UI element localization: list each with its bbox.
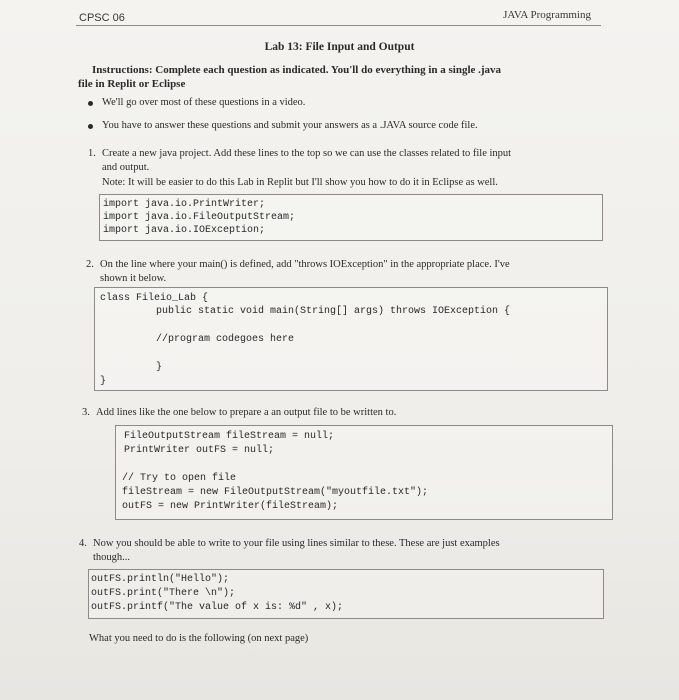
course-name: JAVA Programming: [503, 9, 591, 21]
question-text: and output.: [102, 161, 150, 173]
instructions-line-2: file in Replit or Eclipse: [78, 78, 186, 90]
question-number: 1.: [88, 148, 96, 159]
code-block-1: [99, 194, 603, 241]
question-text: though...: [93, 551, 131, 563]
question-text: Now you should be able to write to your file using lines similar to these. These are just examples: [93, 538, 500, 549]
code-block-3: [115, 425, 613, 520]
code-line: outFS.println("Hello");: [91, 574, 230, 585]
code-line: import java.io.IOException;: [103, 225, 266, 236]
bullet-icon: [88, 124, 93, 129]
code-line: // Try to open file: [122, 473, 237, 484]
question-1: [88, 147, 608, 190]
question-text: Create a new java project. Add these lines to the top so we can use the classes related to file input: [102, 148, 512, 159]
bullet-text: We'll go over most of these questions in a video.: [102, 97, 306, 108]
question-number: 3.: [82, 407, 90, 418]
question-number: 4.: [79, 538, 87, 549]
code-line: PrintWriter outFS = null;: [124, 445, 275, 456]
code-line: fileStream = new FileOutputStream("myoutfile.txt");: [122, 487, 429, 498]
question-text: On the line where your main() is defined, add "throws IOException" in the appropriate place. I've: [100, 259, 510, 270]
code-block-2: [94, 287, 608, 391]
code-block-4: [88, 569, 604, 619]
bullet-icon: [88, 101, 93, 106]
bullet-text: You have to answer these questions and submit your answers as a .JAVA source code file.: [102, 120, 478, 131]
list-item: [80, 96, 478, 119]
course-code: CPSC 06: [79, 12, 125, 24]
question-4: [79, 537, 619, 564]
code-line: public static void main(String[] args) throws IOException {: [156, 306, 511, 317]
code-line: }: [100, 376, 107, 387]
bullet-list: [80, 96, 478, 142]
question-text: shown it below.: [100, 272, 167, 284]
code-line: //program codegoes here: [156, 334, 295, 345]
page-title: Lab 13: File Input and Output: [264, 41, 415, 53]
code-line: }: [156, 362, 163, 373]
instructions-line-1: Instructions: Complete each question as indicated. You'll do everything in a single .java: [92, 64, 502, 76]
code-line: outFS.print("There \n");: [91, 588, 236, 599]
instructions: [78, 63, 598, 91]
code-line: class Fileio_Lab {: [100, 293, 209, 304]
question-text: Add lines like the one below to prepare a an output file to be written to.: [96, 407, 397, 418]
code-line: import java.io.PrintWriter;: [103, 199, 266, 210]
question-3: [82, 406, 602, 420]
code-line: outFS = new PrintWriter(fileStream);: [122, 501, 339, 512]
question-2: [86, 258, 606, 285]
code-line: outFS.printf("The value of x is: %d" , x);: [91, 602, 344, 613]
question-note: Note: It will be easier to do this Lab in Replit but I'll show you how to do it in Eclipse as well.: [102, 177, 498, 188]
list-item: [80, 119, 478, 142]
code-line: FileOutputStream fileStream = null;: [124, 431, 335, 442]
header-divider: [76, 25, 601, 26]
code-line: import java.io.FileOutputStream;: [103, 212, 296, 223]
question-number: 2.: [86, 259, 94, 270]
next-page-note: What you need to do is the following (on next page): [89, 633, 309, 644]
